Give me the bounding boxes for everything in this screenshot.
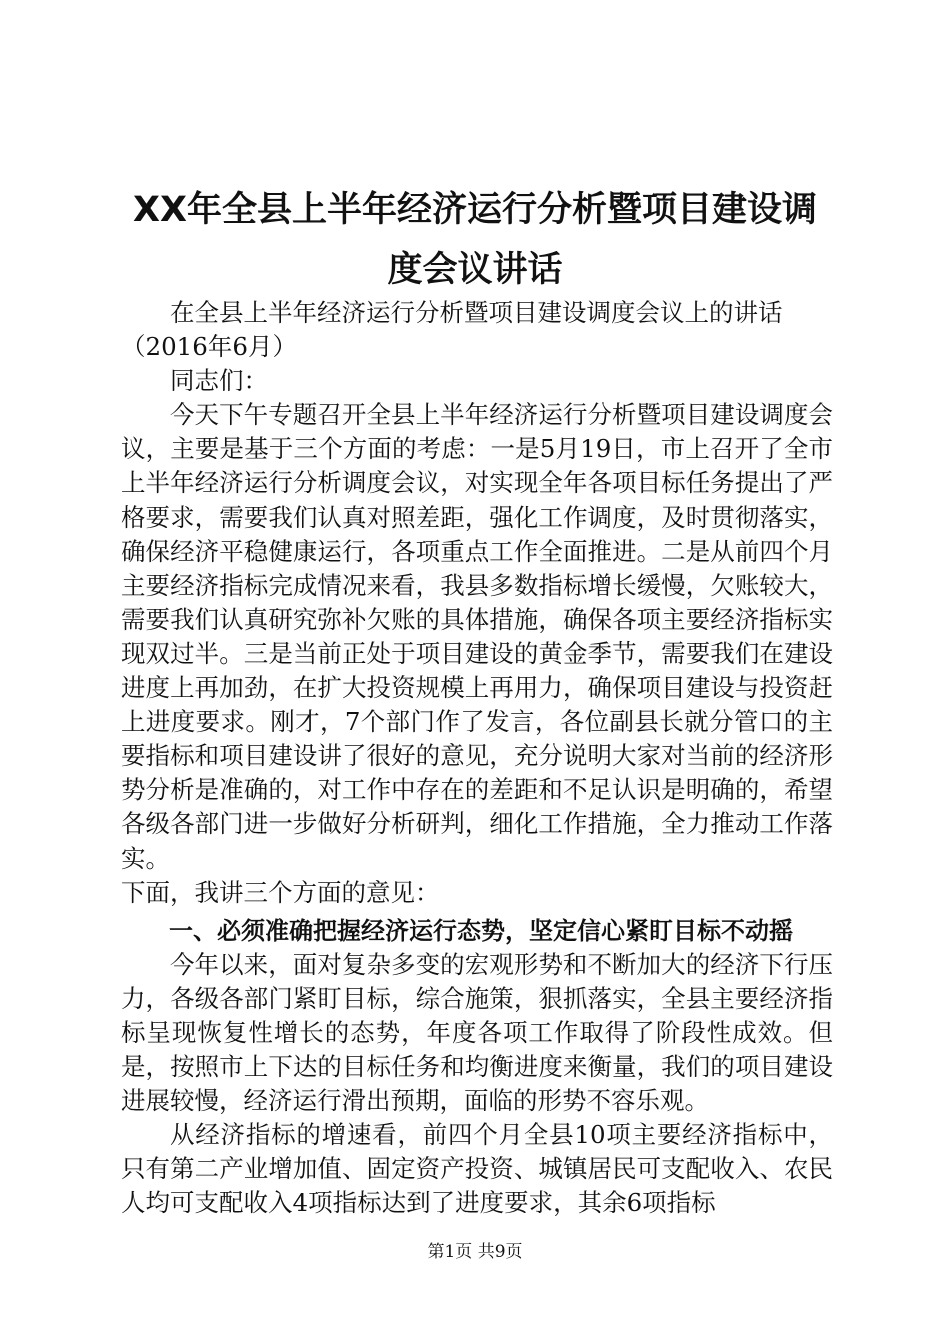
document-body: [121, 296, 833, 1221]
section-heading: 一、必须准确把握经济运行态势，坚定信心紧盯目标不动摇: [169, 916, 793, 945]
speech-subtitle: 在全县上半年经济运行分析暨项目建设调度会议上的讲话: [170, 298, 783, 327]
document-title-line-2: 度会议讲话: [387, 250, 563, 290]
salutation: 同志们：: [170, 366, 268, 396]
speech-date: （2016年6月）: [121, 332, 297, 362]
document-title-line-1: XX年全县上半年经济运行分析暨项目建设调: [133, 190, 817, 230]
body-paragraph: 从经济指标的增速看，前四个月全县10项主要经济指标中，只有第二产业增加值、固定资产投资、城镇居民可支配收入、农民人均可支配收入4项指标达到了进度要求，其余6项指标: [121, 1120, 833, 1218]
body-paragraph: 今年以来，面对复杂多变的宏观形势和不断加大的经济下行压力，各级各部门紧盯目标，综合施策，狠抓落实，全县主要经济指标呈现恢复性增长的态势，年度各项工作取得了阶段性成效。但是，按照市上下达的目标任务和均衡进度来衡量，我们的项目建设进展较慢，经济运行滑出预期，面临的形势不容乐观。: [121, 949, 833, 1116]
page-footer: 第1页 共9页: [427, 1242, 523, 1262]
body-paragraph: 今天下午专题召开全县上半年经济运行分析暨项目建设调度会议，主要是基于三个方面的考虑：一是5月19日，市上召开了全市上半年经济运行分析调度会议，对实现全年各项目标任务提出了严格要求，需要我们认真对照差距，强化工作调度，及时贯彻落实，确保经济平稳健康运行，各项重点工作全面推进。二是从前四个月主要经济指标完成情况来看，我县多数指标增长缓慢，欠账较大，需要我们认真研究弥补欠账的具体措施，确保各项主要经济指标实现双过半。三是当前正处于项目建设的黄金季节，需要我们在建设进度上再加劲，在扩大投资规模上再用力，确保项目建设与投资赶上进度要求。刚才，7个部门作了发言，各位副县长就分管口的主要指标和项目建设讲了很好的意见，充分说明大家对当前的经济形势分析是准确的，对工作中存在的差距和不足认识是明确的，希望各级各部门进一步做好分析研判，细化工作措施，全力推动工作落实。: [121, 400, 833, 873]
body-paragraph: 下面，我讲三个方面的意见：: [121, 877, 440, 907]
